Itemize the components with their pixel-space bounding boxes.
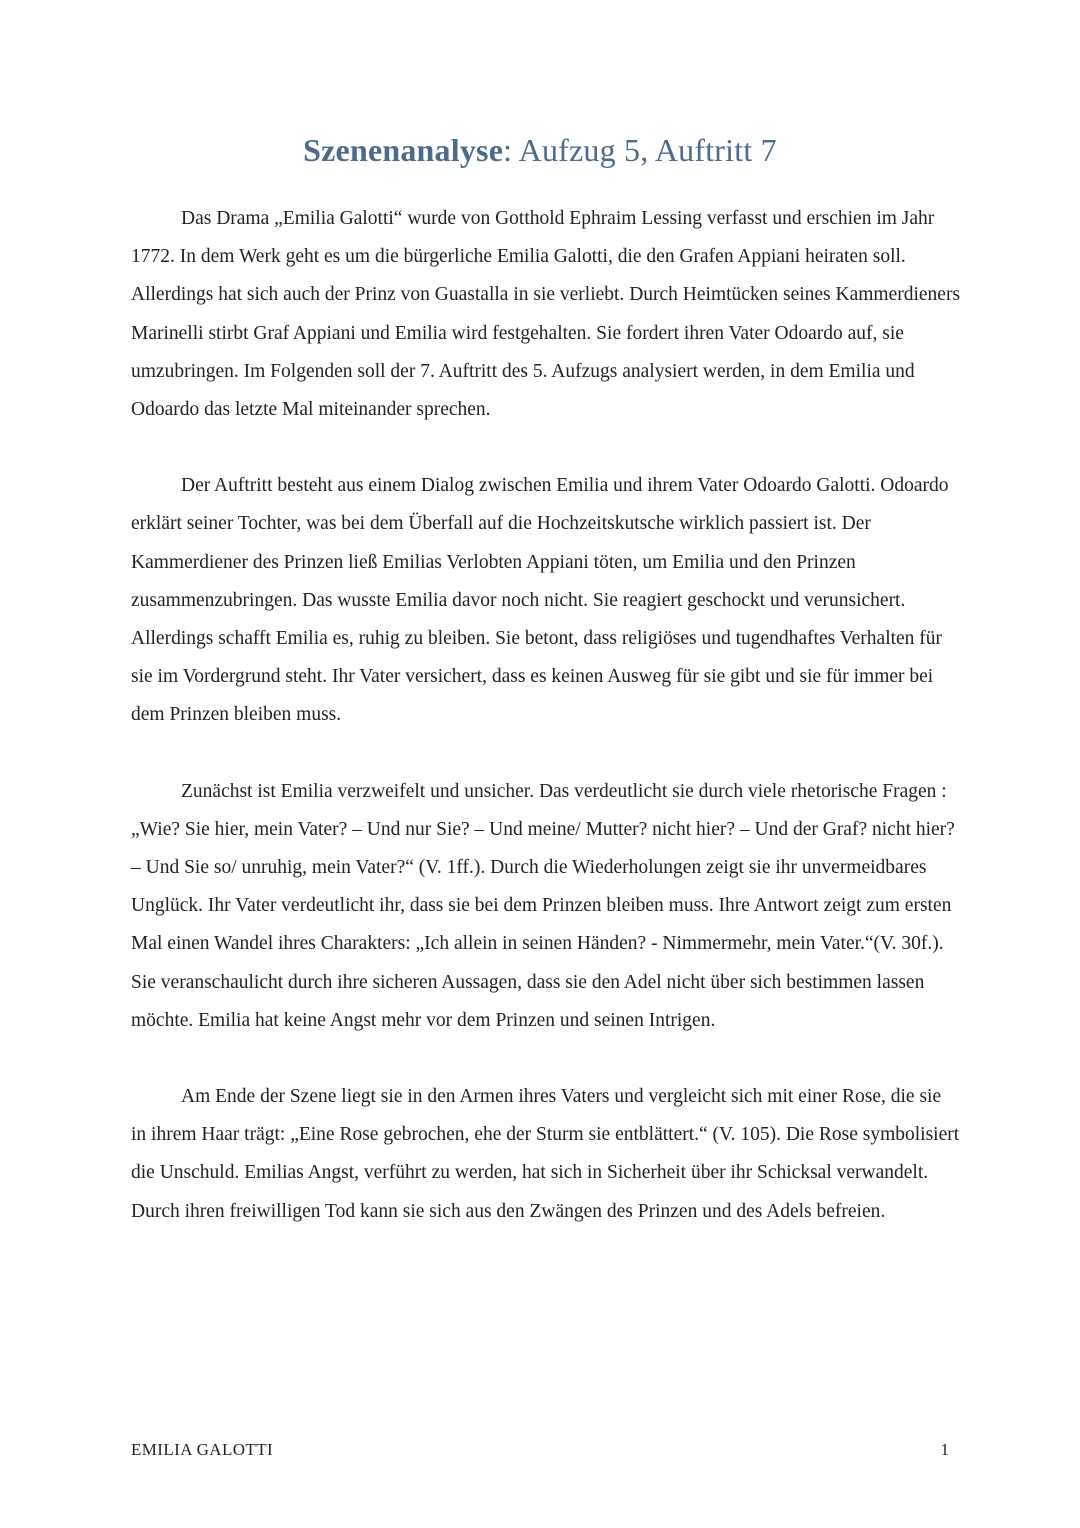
paragraph-analysis: Zunächst ist Emilia verzweifelt und unsicher. Das verdeutlicht sie durch viele rhetorische Fragen : „Wie? Sie hier, mein Vater? – Und nur Sie? – Und meine/ Mutter? nicht hier? – Und der Graf? nicht hier? – Und Sie so/ unruhig, mein Vater?“ (V. 1ff.). Durch die Wiederholungen zeigt sie ihr unvermeidbares Unglück. Ihr Vater verdeutlicht ihr, dass sie bei dem Prinzen bleiben muss. Ihre Antwort zeigt zum ersten Mal einen Wandel ihres Charakters: „Ich allein in seinen Händen? - Nimmermehr, mein Vater.“(V. 30f.). Sie veranschaulicht durch ihre sicheren Aussagen, dass sie den Adel nicht über sich bestimmen lassen möchte. Emilia hat keine Angst mehr vor dem Prinzen und seinen Intrigen.: [131, 780, 955, 1031]
paragraph-conclusion: Am Ende der Szene liegt sie in den Armen ihres Vaters und vergleicht sich mit einer Rose, die sie in ihrem Haar trägt: „Eine Rose gebrochen, ehe der Sturm sie entblättert.“ (V. 105). Die Rose symbolisiert die Unschuld. Emilias Angst, verführt zu werden, hat sich in Sicherheit über ihr Schicksal verwandelt. Durch ihren freiwilligen Tod kann sie sich aus den Zwängen des Prinzen und des Adels befreien.: [131, 1086, 960, 1222]
page-title: [0, 128, 1080, 172]
paragraph-introduction: Das Drama „Emilia Galotti“ wurde von Gotthold Ephraim Lessing verfasst und erschien im Jahr 1772. In dem Werk geht es um die bürgerliche Emilia Galotti, die den Grafen Appiani heiraten soll. Allerdings hat sich auch der Prinz von Guastalla in sie verliebt. Durch Heimtücken seines Kammerdieners Marinelli stirbt Graf Appiani und Emilia wird festgehalten. Sie fordert ihren Vater Odoardo auf, sie umzubringen. Im Folgenden soll der 7. Auftritt des 5. Aufzugs analysiert werden, in dem Emilia und Odoardo das letzte Mal miteinander sprechen.: [131, 208, 961, 421]
page-title-rest: : Aufzug 5, Auftritt 7: [503, 132, 777, 168]
footer-title: EMILIA GALOTTI: [131, 1440, 274, 1459]
page-title-bold: Szenenanalyse: [303, 132, 504, 168]
document-body: [131, 200, 961, 1231]
page-number: 1: [940, 1440, 949, 1459]
paragraph-summary: Der Auftritt besteht aus einem Dialog zwischen Emilia und ihrem Vater Odoardo Galotti. Odoardo erklärt seiner Tochter, was bei dem Überfall auf die Hochzeitskutsche wirklich passiert ist. Der Kammerdiener des Prinzen ließ Emilias Verlobten Appiani töten, um Emilia und den Prinzen zusammenzubringen. Das wusste Emilia davor noch nicht. Sie reagiert geschockt und verunsichert. Allerdings schafft Emilia es, ruhig zu bleiben. Sie betont, dass religiöses und tugendhaftes Verhalten für sie im Vordergrund steht. Ihr Vater versichert, dass es keinen Ausweg für sie gibt und sie für immer bei dem Prinzen bleiben muss.: [131, 475, 949, 726]
